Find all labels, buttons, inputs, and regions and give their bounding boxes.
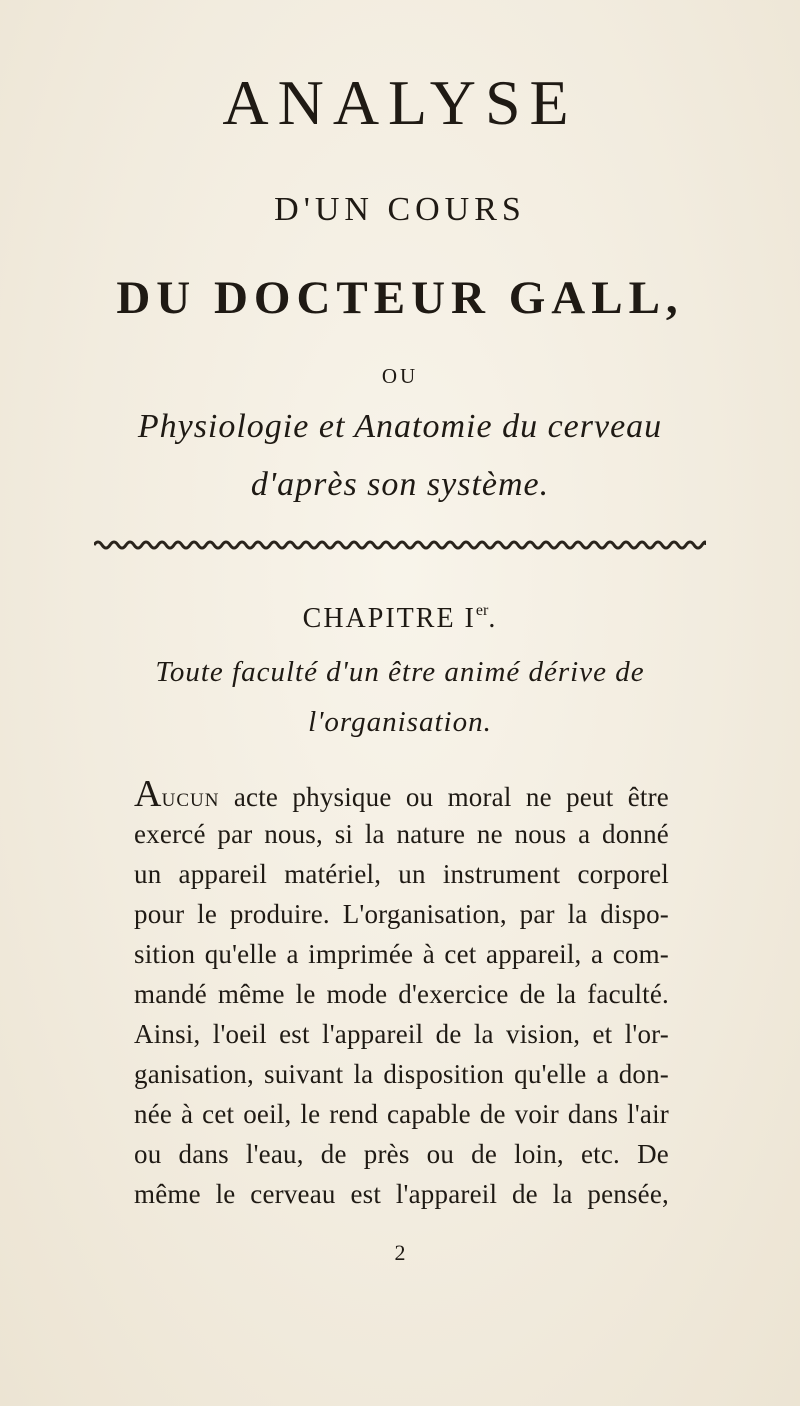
italic-title-line-2: d'après son système. [250, 466, 550, 503]
body-line-4: pour le produire. L'organisation, par la dispo- [134, 899, 669, 929]
main-title: ANALYSE [222, 67, 578, 138]
body-line-3: un appareil matériel, un instrument corporel [134, 859, 669, 889]
chapter-label-superscript: er [475, 602, 489, 619]
body-line-1-text: acte physique ou moral ne peut être [219, 782, 669, 812]
body-line-5: sition qu'elle a imprimée à cet appareil, a com- [134, 939, 669, 969]
ornamental-rule [94, 538, 706, 552]
body-line-6: mandé même le mode d'exercice de la faculté. [134, 979, 669, 1009]
opening-smallcaps: ucun [161, 782, 220, 812]
title-connector: OU [381, 364, 419, 388]
drop-cap: A [134, 773, 162, 815]
body-line-2: exercé par nous, si la nature ne nous a donné [134, 819, 669, 849]
title-line-2: D'UN COURS [274, 191, 526, 228]
chapter-heading [0, 602, 800, 635]
chapter-subtitle-line-2: l'organisation. [308, 706, 492, 738]
body-line-8: ganisation, suivant la disposition qu'elle a don- [134, 1059, 669, 1089]
body-line-9: née à cet oeil, le rend capable de voir dans l'air [134, 1099, 669, 1129]
body-line-10: ou dans l'eau, de près ou de loin, etc. De [134, 1139, 669, 1169]
body-line-7: Ainsi, l'oeil est l'appareil de la vision, et l'or- [134, 1019, 669, 1049]
chapter-label: CHAPITRE I [302, 603, 476, 634]
italic-title-line-1: Physiologie et Anatomie du cerveau [137, 408, 663, 445]
page-number: 2 [394, 1240, 406, 1265]
chapter-subtitle-line-1: Toute faculté d'un être animé dérive de [155, 656, 645, 688]
title-line-3: DU DOCTEUR GALL, [116, 272, 684, 324]
body-line-11: même le cerveau est l'appareil de la pensée, [134, 1179, 669, 1209]
body-line-1 [134, 774, 669, 817]
chapter-label-period: . [488, 603, 498, 634]
